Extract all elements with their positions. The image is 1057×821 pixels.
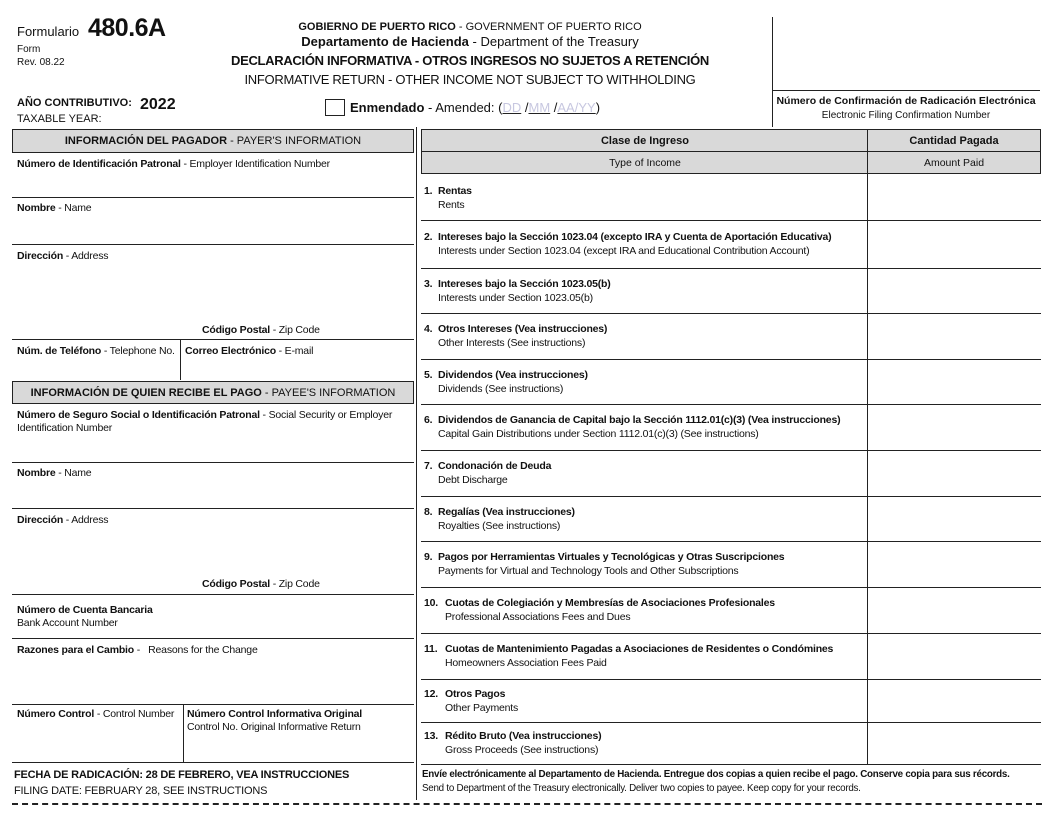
payer-header-en: PAYER'S INFORMATION — [236, 135, 362, 147]
divider-vertical — [180, 339, 181, 380]
table-bottom-border — [421, 764, 1041, 765]
income-row-divider — [421, 220, 1041, 221]
income-row-number: 12. — [424, 687, 438, 700]
income-row-en: Interests under Section 1023.05(b) — [438, 291, 593, 304]
gov-es: GOBIERNO DE PUERTO RICO — [298, 21, 456, 33]
amount-column-divider — [867, 174, 868, 764]
income-row-number: 1. — [424, 184, 433, 197]
amount-paid-input[interactable] — [870, 724, 1038, 762]
taxable-year-value: 2022 — [140, 96, 176, 113]
income-row-es-text: Rédito Bruto (Vea instrucciones) — [445, 730, 602, 742]
dept-es: Departamento de Hacienda — [301, 34, 469, 49]
confirmation-box-divider — [772, 90, 1040, 91]
income-row-en: Payments for Virtual and Technology Tools and Other Subscriptions — [438, 565, 739, 577]
amount-paid-input[interactable] — [870, 543, 1038, 585]
amended-day-field[interactable]: DD — [502, 100, 522, 115]
income-row-title — [424, 729, 601, 743]
income-row-label — [424, 642, 833, 670]
payee-address-en: Address — [71, 514, 109, 526]
taxable-year-label-en: TAXABLE YEAR: — [17, 113, 102, 125]
income-row-title — [424, 596, 775, 610]
income-row-label — [424, 687, 518, 715]
amount-paid-input[interactable] — [870, 406, 1038, 448]
payee-zip-label: Código Postal - Zip Code — [202, 578, 320, 590]
payee-section-header: INFORMACIÓN DE QUIEN RECIBE EL PAGO - PAYEE'S INFORMATION — [12, 381, 414, 404]
payer-phone-input[interactable] — [14, 359, 178, 379]
income-row-es-text: Dividendos de Ganancia de Capital bajo la Sección 1112.01(c)(3) (Vea instrucciones) — [438, 414, 841, 426]
form-label-en: Form — [17, 44, 41, 55]
payer-zip-es: Código Postal — [202, 324, 270, 336]
amount-paid-input[interactable] — [870, 361, 1038, 402]
income-row-es-text: Cuotas de Colegiación y Membresías de Asociaciones Profesionales — [445, 597, 775, 609]
amount-paid-input[interactable] — [870, 681, 1038, 720]
divider — [12, 594, 414, 595]
reasons-change-label: Razones para el Cambio - Reasons for the Change — [17, 644, 258, 656]
payer-name-en: Name — [64, 202, 92, 214]
payee-address-es: Dirección — [17, 514, 64, 526]
payer-email-en: E-mail — [284, 345, 314, 357]
income-row-label — [424, 184, 472, 212]
divider — [12, 339, 414, 340]
income-row-divider — [421, 541, 1041, 542]
amount-paid-input[interactable] — [870, 589, 1038, 631]
income-row-label — [424, 322, 607, 350]
income-row-divider — [421, 404, 1041, 405]
reasons-es: Razones para el Cambio — [17, 644, 134, 656]
income-row-number: 10. — [424, 597, 438, 609]
payee-ssn-en: Social Security or Employer — [268, 409, 393, 421]
amount-paid-input[interactable] — [870, 635, 1038, 677]
amount-paid-input[interactable] — [870, 315, 1038, 357]
payee-name-en: Name — [64, 467, 92, 479]
income-row-number: 2. — [424, 231, 433, 243]
filing-date-en: FILING DATE: FEBRUARY 28, SEE INSTRUCTIONS — [14, 785, 268, 797]
payer-ein-es: Número de Identificación Patronal — [17, 158, 181, 170]
income-row-en: Other Interests (See instructions) — [438, 337, 586, 349]
divider — [12, 244, 414, 245]
income-row-label — [424, 277, 611, 305]
title-es: DECLARACIÓN INFORMATIVA - OTROS INGRESOS NO SUJETOS A RETENCIÓN — [230, 53, 709, 68]
income-row-es-text: Intereses bajo la Sección 1023.05(b) — [438, 277, 611, 290]
divider — [12, 704, 414, 705]
control-en: Control Number — [102, 708, 175, 720]
payer-section-header: INFORMACIÓN DEL PAGADOR - PAYER'S INFORMATION — [12, 129, 414, 153]
payer-email-label: Correo Electrónico - E-mail — [185, 345, 314, 357]
orig-control-es: Número Control Informativa Original — [187, 708, 363, 720]
payer-phone-label: Núm. de Teléfono - Telephone No. — [17, 345, 175, 357]
income-row-en: Professional Associations Fees and Dues — [445, 611, 631, 623]
income-row-es-text: Rentas — [438, 184, 472, 197]
confirmation-number-field[interactable] — [780, 20, 1035, 88]
income-row-divider — [421, 587, 1041, 588]
income-row-number: 7. — [424, 460, 433, 472]
income-row-en: Gross Proceeds (See instructions) — [445, 744, 599, 756]
income-row-es-text: Dividendos (Vea instrucciones) — [438, 368, 588, 381]
income-row-number: 8. — [424, 505, 433, 518]
income-row-es-text: Cuotas de Mantenimiento Pagadas a Asociaciones de Residentes o Condómines — [445, 643, 834, 655]
form-label-es: Formulario — [17, 24, 80, 39]
control-number-input[interactable] — [14, 722, 180, 760]
income-row-title — [424, 687, 518, 701]
payee-ssn-input[interactable] — [14, 437, 412, 461]
payee-name-input[interactable] — [14, 481, 412, 507]
col2-es: Cantidad Pagada — [909, 134, 999, 147]
gov-en: GOVERNMENT OF PUERTO RICO — [465, 21, 642, 33]
income-row-divider — [421, 313, 1041, 314]
income-row-number: 11. — [424, 643, 438, 655]
income-row-en: Interests under Section 1023.04 (except IRA and Educational Contribution Account) — [438, 245, 810, 257]
payer-address-en: Address — [71, 250, 109, 262]
payer-phone-en: Telephone No. — [109, 345, 175, 357]
payee-ssn-en2: Identification Number — [17, 422, 113, 434]
income-row-en: Royalties (See instructions) — [438, 519, 561, 532]
payee-header-en: PAYEE'S INFORMATION — [271, 386, 396, 399]
confirmation-label-en: Electronic Filing Confirmation Number — [821, 110, 991, 121]
payee-bank-es: Número de Cuenta Bancaria — [17, 604, 153, 616]
income-row-label — [424, 413, 840, 441]
payer-zip-en: Zip Code — [278, 324, 320, 336]
income-row-en: Other Payments — [445, 701, 519, 714]
payer-ein-input[interactable] — [14, 172, 412, 196]
income-row-divider — [421, 633, 1041, 634]
income-row-number: 3. — [424, 277, 433, 290]
payer-name-es: Nombre — [17, 202, 56, 214]
government-line: GOBIERNO DE PUERTO RICO - GOVERNMENT OF PUERTO RICO — [298, 21, 642, 33]
income-row-number: 9. — [424, 551, 433, 563]
divider — [12, 762, 414, 763]
taxable-year-label-es: AÑO CONTRIBUTIVO: — [17, 97, 132, 109]
reasons-en: Reasons for the Change — [148, 644, 258, 656]
amended-month-field[interactable]: MM — [528, 100, 551, 115]
income-row-es-text: Regalías (Vea instrucciones) — [438, 505, 575, 518]
income-row-divider — [421, 450, 1041, 451]
income-row-title — [424, 277, 611, 291]
orig-control-label — [187, 708, 362, 734]
income-row-number: 5. — [424, 368, 433, 381]
column-separator — [416, 127, 417, 800]
payee-ssn-es: Número de Seguro Social o Identificación Patronal — [17, 409, 260, 421]
form-revision: Rev. 08.22 — [17, 57, 65, 68]
payer-phone-es: Núm. de Teléfono — [17, 345, 102, 357]
form-number: 480.6A — [88, 14, 166, 42]
payer-address-es: Dirección — [17, 250, 64, 262]
col-type-header-es — [421, 129, 869, 152]
amount-paid-input[interactable] — [870, 452, 1038, 494]
income-row-title — [424, 642, 833, 656]
payee-bank-input[interactable] — [200, 600, 412, 636]
department-line: Departamento de Hacienda - Department of the Treasury — [301, 34, 639, 49]
income-row-number: 6. — [424, 414, 433, 426]
income-row-label — [424, 729, 601, 757]
payee-ssn-label: Número de Seguro Social o Identificación Patronal - Social Security or Employer Identification Number — [17, 409, 393, 434]
payee-address-label: Dirección - Address — [17, 514, 109, 526]
divider — [12, 638, 414, 639]
divider-vertical — [183, 704, 184, 762]
delivery-note-es: Envíe electrónicamente al Departamento de Hacienda. Entregue dos copias a quien recibe el pago. Conserve copia para sus récords. — [422, 769, 1010, 780]
income-row-title — [424, 550, 784, 564]
divider — [12, 508, 414, 509]
income-row-es-text: Otros Pagos — [445, 687, 506, 700]
filing-date-es: FECHA DE RADICACIÓN: 28 DE FEBRERO, VEA INSTRUCCIONES — [14, 769, 350, 781]
orig-control-en: Control No. Original Informative Return — [187, 721, 361, 733]
payer-ein-label: Número de Identificación Patronal - Employer Identification Number — [17, 158, 330, 170]
income-row-es-text: Otros Intereses (Vea instrucciones) — [438, 323, 608, 335]
income-row-label — [424, 550, 784, 578]
amount-paid-input[interactable] — [870, 177, 1038, 218]
amended-en: Amended: — [435, 100, 495, 115]
payer-email-input[interactable] — [184, 359, 412, 379]
income-row-divider — [421, 679, 1041, 680]
payer-zip-label: Código Postal - Zip Code — [202, 324, 320, 336]
income-row-label — [424, 368, 588, 396]
income-row-number: 4. — [424, 323, 433, 335]
amount-paid-input[interactable] — [870, 498, 1038, 539]
col1-es: Clase de Ingreso — [600, 134, 690, 147]
income-row-es-text: Condonación de Deuda — [438, 460, 552, 472]
payee-name-label: Nombre - Name — [17, 467, 92, 479]
amount-paid-input[interactable] — [870, 222, 1038, 266]
confirmation-label-es: Número de Confirmación de Radicación Electrónica — [776, 95, 1036, 107]
income-row-title — [424, 230, 831, 244]
income-row-divider — [421, 496, 1041, 497]
payer-address-input[interactable] — [14, 264, 412, 322]
amount-paid-input[interactable] — [870, 270, 1038, 311]
orig-control-input[interactable] — [186, 736, 412, 760]
payee-address-input[interactable] — [14, 528, 412, 576]
payer-ein-en: Employer Identification Number — [189, 158, 330, 170]
payee-zip-es: Código Postal — [202, 578, 270, 590]
payee-name-es: Nombre — [17, 467, 56, 479]
divider — [12, 462, 414, 463]
payer-email-es: Correo Electrónico — [185, 345, 276, 357]
control-es: Número Control — [17, 708, 95, 720]
income-row-title — [424, 413, 840, 427]
amended-checkbox[interactable] — [325, 99, 345, 116]
income-row-es-text: Intereses bajo la Sección 1023.04 (excepto IRA y Cuenta de Aportación Educativa) — [438, 231, 832, 243]
amended-year-field[interactable]: AA/YY — [557, 100, 596, 115]
payer-header-es: INFORMACIÓN DEL PAGADOR — [64, 135, 228, 147]
payer-name-input[interactable] — [14, 216, 412, 242]
title-en: INFORMATIVE RETURN - OTHER INCOME NOT SUBJECT TO WITHHOLDING — [244, 72, 696, 87]
amended-es: Enmendado — [350, 100, 425, 115]
cut-line — [12, 803, 1042, 805]
col1-en: Type of Income — [609, 156, 681, 169]
amended-label: Enmendado - Amended: (DD /MM /AA/YY) — [350, 100, 601, 115]
dept-en: Department of the Treasury — [480, 34, 639, 49]
divider — [12, 197, 414, 198]
income-row-divider — [421, 268, 1041, 269]
income-row-divider — [421, 722, 1041, 723]
income-row-label — [424, 505, 575, 533]
income-row-label — [424, 230, 831, 258]
col-amount-header-es — [867, 129, 1041, 152]
payer-address-label: Dirección - Address — [17, 250, 109, 262]
income-row-divider — [421, 359, 1041, 360]
control-number-label: Número Control - Control Number — [17, 708, 175, 720]
income-row-en: Homeowners Association Fees Paid — [445, 657, 607, 669]
income-row-en: Rents — [438, 198, 465, 211]
payee-header-es: INFORMACIÓN DE QUIEN RECIBE EL PAGO — [30, 386, 262, 399]
col-type-header-en — [421, 151, 869, 174]
income-row-label — [424, 596, 775, 624]
income-row-en: Dividends (See instructions) — [438, 382, 564, 395]
income-row-es-text: Pagos por Herramientas Virtuales y Tecnológicas y Otras Suscripciones — [438, 551, 785, 563]
income-row-title — [424, 368, 588, 382]
income-row-number: 13. — [424, 730, 438, 742]
delivery-note-en: Send to Department of the Treasury electronically. Deliver two copies to payee. Keep copy for your records. — [422, 783, 861, 794]
col-amount-header-en — [867, 151, 1041, 174]
reasons-change-input[interactable] — [14, 658, 412, 702]
income-row-title — [424, 505, 575, 519]
income-row-title — [424, 184, 472, 198]
col2-en: Amount Paid — [923, 156, 985, 169]
payee-bank-en: Bank Account Number — [17, 617, 118, 629]
income-row-label — [424, 459, 551, 487]
income-row-title — [424, 322, 607, 336]
payee-zip-en: Zip Code — [278, 578, 320, 590]
income-row-title — [424, 459, 551, 473]
income-row-en: Debt Discharge — [438, 474, 508, 486]
payee-bank-label — [17, 604, 153, 630]
payer-name-label: Nombre - Name — [17, 202, 92, 214]
income-row-en: Capital Gain Distributions under Section 1112.01(c)(3) (See instructions) — [438, 428, 759, 440]
